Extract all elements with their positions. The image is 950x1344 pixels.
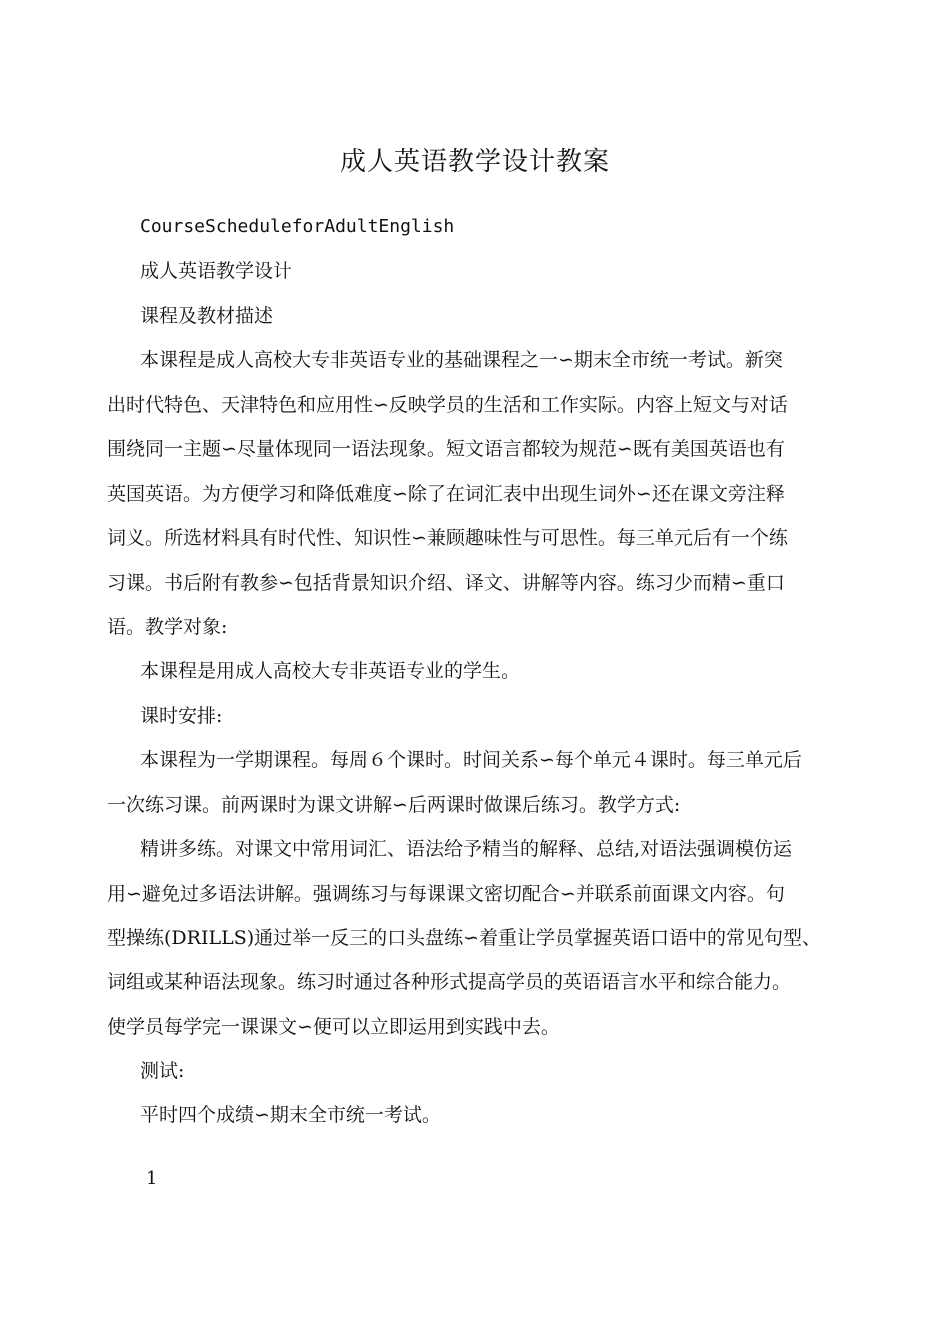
paragraph-line: 词义。所选材料具有时代性、知识性∽兼顾趣味性与可思性。每三单元后有一个练 xyxy=(107,527,788,549)
paragraph-line: 使学员每学完一课课文∽便可以立即运用到实践中去。 xyxy=(107,1016,560,1038)
test-line: 平时四个成绩∽期末全市统一考试。 xyxy=(140,1104,441,1126)
paragraph-line: 本课程为一学期课程。每周６个课时。时间关系∽每个单元４课时。每三单元后 xyxy=(140,749,802,771)
paragraph-line: 用∽避免过多语法讲解。强调练习与每课课文密切配合∽并联系前面课文内容。句 xyxy=(107,883,785,905)
paragraph-line: 本课程是成人高校大专非英语专业的基础课程之一∽期末全市统一考试。新突 xyxy=(140,349,783,371)
page-number: 1 xyxy=(146,1168,158,1189)
paragraph-line: 习课。书后附有教参∽包括背景知识介绍、译文、讲解等内容。练习少而精∽重口 xyxy=(107,572,785,594)
paragraph-line: 语。教学对象: xyxy=(107,616,228,638)
paragraph-line: 围绕同一主题∽尽量体现同一语法现象。短文语言都较为规范∽既有美国英语也有 xyxy=(107,438,785,460)
document-title: 成人英语教学设计教案 xyxy=(339,147,610,177)
section-heading-course-desc: 课程及教材描述 xyxy=(140,305,274,327)
paragraph-line: 出时代特色、天津特色和应用性∽反映学员的生活和工作实际。内容上短文与对话 xyxy=(107,394,788,416)
paragraph-line: 精讲多练。对课文中常用词汇、语法给予精当的解释、总结,对语法强调模仿运 xyxy=(140,838,793,860)
section-heading-test: 测试: xyxy=(140,1060,185,1082)
target-line: 本课程是用成人高校大专非英语专业的学生。 xyxy=(140,660,521,682)
paragraph-line: 型操练(DRILLS)通过举一反三的口头盘练∽着重让学员掌握英语口语中的常见句型、 xyxy=(107,927,822,949)
section-heading-hours: 课时安排: xyxy=(140,705,223,727)
subtitle: 成人英语教学设计 xyxy=(140,260,293,282)
paragraph-line: 词组或某种语法现象。练习时通过各种形式提高学员的英语语言水平和综合能力。 xyxy=(107,971,792,993)
paragraph-line: 一次练习课。前两课时为课文讲解∽后两课时做课后练习。教学方式: xyxy=(107,794,681,816)
paragraph-line: 英国英语。为方便学习和降低难度∽除了在词汇表中出现生词外∽还在课文旁注释 xyxy=(107,483,785,505)
course-name-en: CourseScheduleforAdultEnglish xyxy=(140,216,455,237)
